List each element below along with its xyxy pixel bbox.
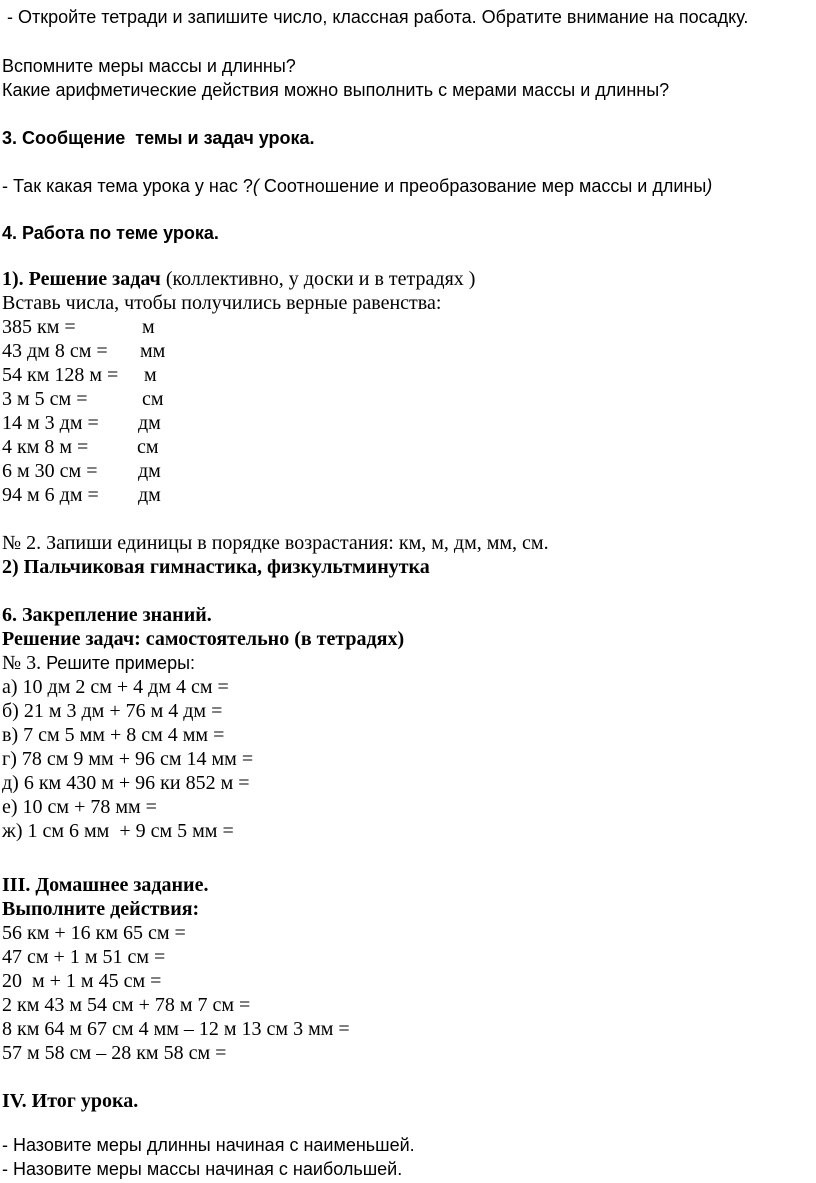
equality-row	[2, 460, 161, 482]
task-3-title	[2, 652, 195, 674]
task-2-ordering: № 2. Запиши единицы в порядке возрастания: км, м, дм, мм, см.	[2, 532, 549, 554]
homework-subheading: Выполните действия:	[2, 898, 200, 920]
homework-item: 20 м + 1 м 45 см =	[2, 970, 162, 992]
example-item: б) 21 м 3 дм + 76 м 4 дм =	[2, 700, 223, 722]
equality-unit: дм	[138, 460, 161, 482]
summary-heading: IV. Итог урока.	[2, 1090, 139, 1112]
section-3-heading: 3. Сообщение темы и задач урока.	[2, 128, 315, 148]
intro-line-open-notebooks: - Откройте тетради и запишите число, классная работа. Обратите внимание на посадку.	[2, 7, 749, 27]
task-1-bold-label: 1). Решение задач	[2, 268, 161, 290]
equality-unit: см	[137, 436, 159, 458]
equality-row	[2, 364, 157, 386]
equality-left: 14 м 3 дм =	[2, 412, 99, 434]
section-6-subheading: Решение задач: самостоятельно (в тетрадях)	[2, 628, 405, 650]
homework-item: 8 км 64 м 67 см 4 мм – 12 м 13 см 3 мм =	[2, 1018, 350, 1040]
example-item: ж) 1 см 6 мм + 9 см 5 мм =	[2, 820, 234, 842]
equality-left: 54 км 128 м =	[2, 364, 119, 386]
homework-item: 47 см + 1 м 51 см =	[2, 946, 166, 968]
homework-item: 2 км 43 м 54 см + 78 м 7 см =	[2, 994, 251, 1016]
task-3-number: № 3.	[2, 652, 42, 674]
lesson-topic-question	[2, 175, 712, 197]
homework-heading: III. Домашнее задание.	[2, 874, 209, 896]
example-item: а) 10 дм 2 см + 4 дм 4 см =	[2, 676, 229, 698]
topic-paren-close: )	[706, 176, 713, 196]
equality-left: 385 км =	[2, 316, 76, 338]
finger-gymnastics-heading: 2) Пальчиковая гимнастика, физкультминутка	[2, 556, 430, 578]
example-item: в) 7 см 5 мм + 8 см 4 мм =	[2, 724, 225, 746]
equality-left: 3 м 5 см =	[2, 388, 88, 410]
task-1-title	[2, 268, 475, 290]
equality-unit: м	[142, 316, 155, 338]
example-item: д) 6 км 430 м + 96 ки 852 м =	[2, 772, 250, 794]
equality-unit: м	[144, 364, 157, 386]
equality-row	[2, 436, 159, 458]
equality-row	[2, 316, 155, 338]
intro-line-recall-measures: Вспомните меры массы и длинны?	[2, 56, 296, 76]
section-6-heading: 6. Закрепление знаний.	[2, 604, 212, 626]
equality-unit: мм	[140, 340, 166, 362]
homework-item: 57 м 58 см – 28 км 58 см =	[2, 1042, 227, 1064]
equality-row	[2, 484, 161, 506]
equality-unit: дм	[138, 412, 161, 434]
equality-unit: дм	[138, 484, 161, 506]
equality-left: 6 м 30 см =	[2, 460, 98, 482]
task-1-instruction: Вставь числа, чтобы получились верные равенства:	[2, 292, 442, 314]
equality-left: 4 км 8 м =	[2, 436, 89, 458]
equality-left: 94 м 6 дм =	[2, 484, 99, 506]
homework-item: 56 км + 16 км 65 см =	[2, 922, 186, 944]
topic-text: Соотношение и преобразование мер массы и длины	[258, 176, 707, 196]
equality-left: 43 дм 8 см =	[2, 340, 108, 362]
task-3-text: Решите примеры:	[41, 653, 196, 673]
equality-row	[2, 388, 164, 410]
topic-question-prefix: - Так какая тема урока у нас ?	[2, 176, 253, 196]
topic-paren-open: (	[252, 176, 259, 196]
task-1-note: (коллективно, у доски и в тетрадях )	[160, 268, 476, 290]
section-4-heading: 4. Работа по теме урока.	[2, 223, 219, 243]
example-item: г) 78 см 9 мм + 96 см 14 мм =	[2, 748, 254, 770]
equality-row	[2, 340, 166, 362]
example-item: е) 10 см + 78 мм =	[2, 796, 157, 818]
summary-question-mass: - Назовите меры массы начиная с наибольшей.	[2, 1159, 403, 1179]
equality-row	[2, 412, 161, 434]
summary-question-length: - Назовите меры длинны начиная с наименьшей.	[2, 1135, 415, 1155]
equality-unit: см	[142, 388, 164, 410]
intro-line-arithmetic-question: Какие арифметические действия можно выполнить с мерами массы и длинны?	[2, 80, 670, 100]
